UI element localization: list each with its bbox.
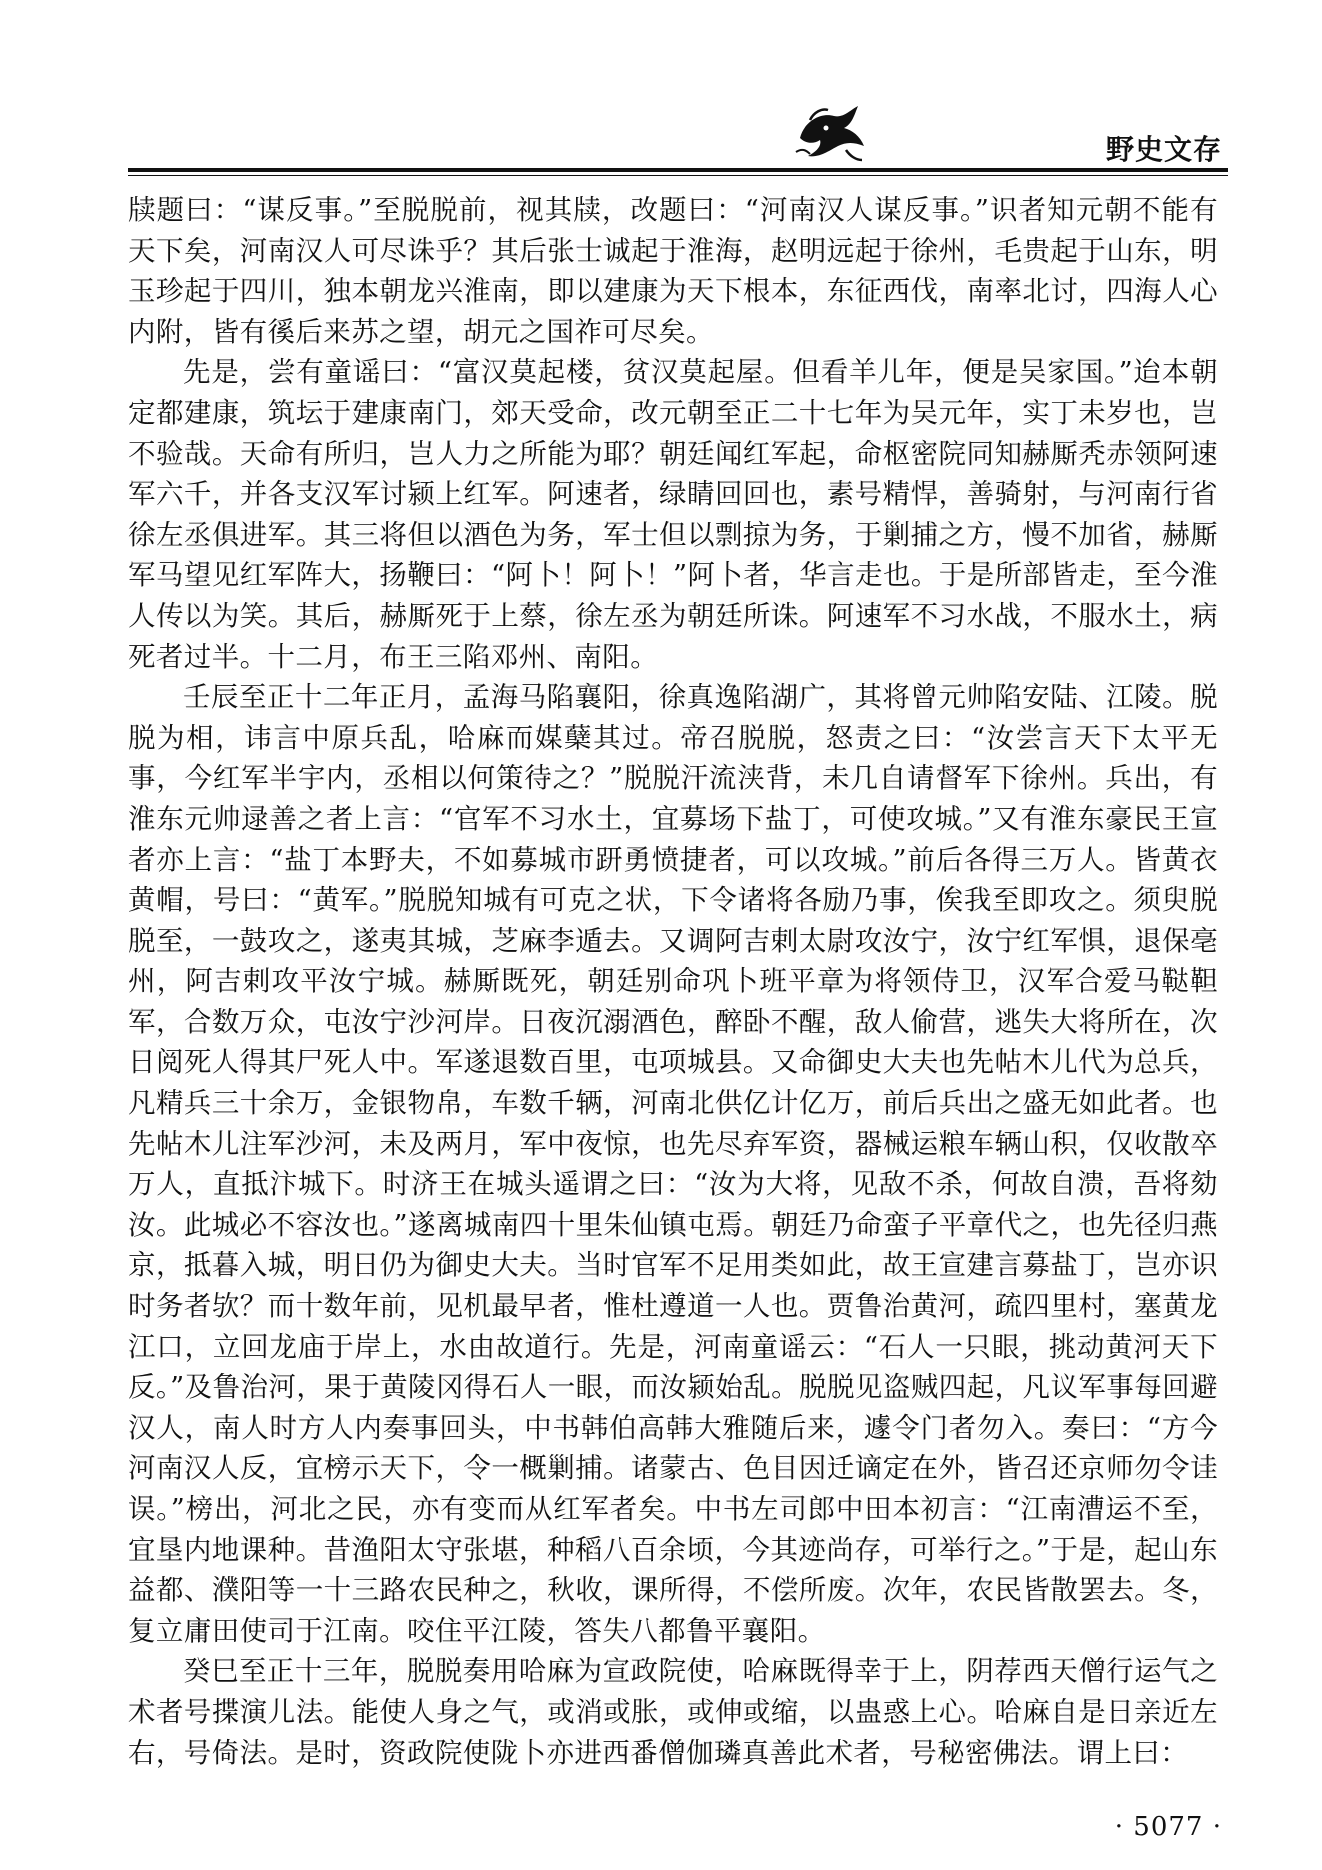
header-rule-thin [128,175,1228,176]
paragraph-1: 牍题曰：“谋反事。”至脱脱前，视其牍，改题曰：“河南汉人谋反事。”识者知元朝不能有天下矣，河南汉人可尽诛乎？其后张士诚起于淮海，赵明远起于徐州，毛贵起于山东，明玉珍起于四川，独本朝龙兴淮南，即以建康为天下根本，东征西伐，南率北讨，四海人心内附，皆有徯后来苏之望，胡元之国祚可尽矣。 [128,194,1218,348]
page-header [0,0,1322,175]
paragraph-4: 癸巳至正十三年，脱脱奏用哈麻为宣政院使，哈麻既得幸于上，阴荐西天僧行运气之术者号揲演儿法。能使人身之气，或消或胀，或伸或缩，以蛊惑上心。哈麻自是日亲近左右，号倚法。是时，资政院使陇卜亦进西番僧伽璘真善此术者，号秘密佛法。谓上曰： [128,1655,1218,1769]
header-rule [128,168,1228,172]
dragon-emblem-icon [790,98,870,168]
paragraph-3: 壬辰至正十二年正月，孟海马陷襄阳，徐真逸陷湖广，其将曾元帅陷安陆、江陵。脱脱为相，讳言中原兵乱，哈麻而媒蘖其过。帝召脱脱，怒责之曰：“汝尝言天下太平无事，今红军半宇内，丞相以何策待之？”脱脱汗流浃背，未几自请督军下徐州。兵出，有淮东元帅逯善之者上言：“官军不习水土，宜募场下盐丁，可使攻城。”又有淮东豪民王宣者亦上言：“盐丁本野夫，不如募城市趼勇愤捷者，可以攻城。”前后各得三万人。皆黄衣黄帽，号曰：“黄军。”脱脱知城有可克之状，下令诸将各励乃事，俟我至即攻之。须臾脱脱至，一鼓攻之，遂夷其城，芝麻李遁去。又调阿吉剌太尉攻汝宁，汝宁红军惧，退保亳州，阿吉剌攻平汝宁城。赫厮既死，朝廷别命巩卜班平章为将领侍卫，汉军合爱马鞑靼军，合数万众，屯汝宁沙河岸。日夜沉溺酒色，醉卧不醒，敌人偷营，逃失大将所在，次日阅死人得其尸死人中。军遂退数百里，屯项城县。又命御史大夫也先帖木儿代为总兵，凡精兵三十余万，金银物帛，车数千辆，河南北供亿计亿万，前后兵出之盛无如此者。也先帖木儿注军沙河，未及两月，军中夜惊，也先尽弃军资，器械运粮车辆山积，仅收散卒万人，直抵汴城下。时济王在城头遥谓之曰：“汝为大将，见敌不杀，何故自溃，吾将劾汝。此城必不容汝也。”遂离城南四十里朱仙镇屯焉。朝廷乃命蛮子平章代之，也先径归燕京，抵暮入城，明日仍为御史大夫。当时官军不足用类如此，故王宣建言募盐丁，岂亦识时务者欤？而十数年前，见机最早者，惟杜遵道一人也。贾鲁治黄河，疏四里村，塞黄龙江口，立回龙庙于岸上，水由故道行。先是，河南童谣云：“石人一只眼，挑动黄河天下反。”及鲁治河，果于黄陵冈得石人一眼，而汝颍始乱。脱脱见盗贼四起，凡议军事每回避汉人，南人时方人内奏事回头，中书韩伯高韩大雅随后来，遽令门者勿入。奏曰：“方今河南汉人反，宜榜示天下，令一概剿捕。诸蒙古、色目因迁谪定在外，皆召还京师勿令诖误。”榜出，河北之民，亦有变而从红军者矣。中书左司郎中田本初言：“江南漕运不至，宜垦内地课种。昔渔阳太守张堪，种稻八百余顷，今其迹尚存，可举行之。”于是，起山东益都、濮阳等一十三路农民种之，秋收，课所得，不偿所废。次年，农民皆散罢去。冬，复立庸田使司于江南。咬住平江陵，答失八都鲁平襄阳。 [128,681,1218,1647]
running-header-title: 野史文存 [1105,133,1222,166]
paragraph-2: 先是，尝有童谣曰：“富汉莫起楼，贫汉莫起屋。但看羊儿年，便是吴家国。”迨本朝定都建康，筑坛于建康南门，郊天受命，改元朝至正二十七年为吴元年，实丁未岁也，岂不验哉。天命有所归，岂人力之所能为耶？朝廷闻红军起，命枢密院同知赫厮秃赤领阿速军六千，并各支汉军讨颍上红军。阿速者，绿睛回回也，素号精悍，善骑射，与河南行省徐左丞俱进军。其三将但以酒色为务，军士但以剽掠为务，于剿捕之方，慢不加省，赫厮军马望见红军阵大，扬鞭曰：“阿卜！阿卜！”阿卜者，华言走也。于是所部皆走，至今淮人传以为笑。其后，赫厮死于上蔡，徐左丞为朝廷所诛。阿速军不习水战，不服水土，病死者过半。十二月，布王三陷邓州、南阳。 [128,356,1218,673]
page-number: · 5077 · [1114,1812,1222,1842]
body-text [128,190,1218,1773]
